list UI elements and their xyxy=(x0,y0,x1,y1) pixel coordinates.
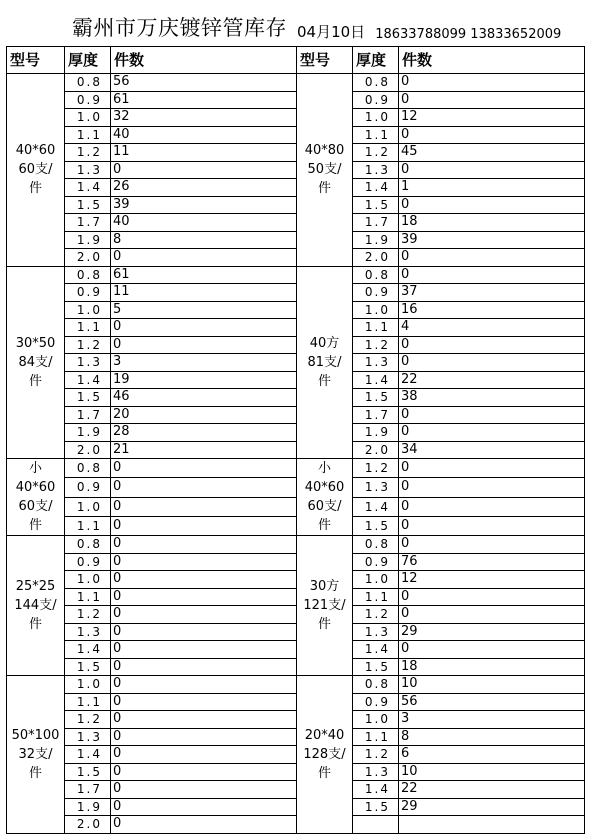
thickness-cell: 1.2 xyxy=(65,336,111,354)
thickness-cell: 1.5 xyxy=(353,389,399,407)
thickness-cell: 0.9 xyxy=(65,284,111,302)
quantity-cell: 32 xyxy=(111,109,297,127)
quantity-cell: 28 xyxy=(111,424,297,442)
quantity-cell: 0 xyxy=(111,781,297,799)
quantity-cell: 0 xyxy=(399,406,585,424)
table-row xyxy=(7,371,585,389)
quantity-cell: 0 xyxy=(111,658,297,676)
thickness-cell: 1.1 xyxy=(353,126,399,144)
table-row xyxy=(7,623,585,641)
quantity-cell: 0 xyxy=(399,161,585,179)
quantity-cell: 0 xyxy=(399,641,585,659)
model-label-line: 件 xyxy=(317,373,331,389)
quantity-cell: 29 xyxy=(399,798,585,816)
quantity-cell: 34 xyxy=(399,441,585,459)
thickness-cell: 1.7 xyxy=(65,214,111,232)
quantity-cell: 0 xyxy=(111,553,297,571)
table-row xyxy=(7,249,585,267)
thickness-cell: 0.8 xyxy=(353,536,399,554)
quantity-cell: 26 xyxy=(111,179,297,197)
table-row xyxy=(7,478,585,497)
quantity-cell: 19 xyxy=(111,371,297,389)
model-label-line: 件 xyxy=(28,518,42,533)
thickness-cell: 1.4 xyxy=(65,746,111,764)
thickness-cell: 2.0 xyxy=(353,441,399,459)
quantity-cell: 1 xyxy=(399,179,585,197)
column-header-thickness: 厚度 xyxy=(353,47,399,74)
quantity-cell: 0 xyxy=(111,319,297,337)
quantity-cell: 0 xyxy=(399,459,585,478)
model-label-line: 25*25 xyxy=(15,579,56,594)
thickness-cell: 1.4 xyxy=(353,781,399,799)
column-header-quantity: 件数 xyxy=(399,47,585,74)
column-header-thickness: 厚度 xyxy=(65,47,111,74)
thickness-cell: 0.9 xyxy=(353,284,399,302)
table-row xyxy=(7,441,585,459)
quantity-cell: 22 xyxy=(399,371,585,389)
quantity-cell: 29 xyxy=(399,623,585,641)
thickness-cell: 1.3 xyxy=(353,478,399,497)
quantity-cell: 0 xyxy=(111,161,297,179)
quantity-cell: 8 xyxy=(399,728,585,746)
quantity-cell: 0 xyxy=(399,336,585,354)
thickness-cell: 1.0 xyxy=(353,711,399,729)
table-row xyxy=(7,109,585,127)
table-row xyxy=(7,746,585,764)
quantity-cell: 0 xyxy=(399,196,585,214)
quantity-cell xyxy=(399,816,585,834)
table-row xyxy=(7,214,585,232)
model-cell xyxy=(297,676,353,834)
thickness-cell: 1.5 xyxy=(353,196,399,214)
quantity-cell: 0 xyxy=(399,424,585,442)
thickness-cell: 1.2 xyxy=(353,459,399,478)
quantity-cell: 21 xyxy=(111,441,297,459)
quantity-cell: 0 xyxy=(399,588,585,606)
thickness-cell: 1.3 xyxy=(353,763,399,781)
thickness-cell: 0.8 xyxy=(65,74,111,92)
table-row xyxy=(7,91,585,109)
table-row xyxy=(7,676,585,694)
quantity-cell: 0 xyxy=(111,516,297,535)
thickness-cell: 1.4 xyxy=(65,179,111,197)
thickness-cell: 1.0 xyxy=(65,676,111,694)
model-label-line: 件 xyxy=(317,181,331,197)
quantity-cell: 11 xyxy=(111,144,297,162)
table-row xyxy=(7,728,585,746)
model-cell xyxy=(7,536,65,676)
quantity-cell: 0 xyxy=(399,516,585,535)
table-row xyxy=(7,284,585,302)
quantity-cell: 18 xyxy=(399,658,585,676)
thickness-cell: 1.1 xyxy=(65,126,111,144)
table-row xyxy=(7,781,585,799)
quantity-cell: 56 xyxy=(111,74,297,92)
model-label-line: 60支/ xyxy=(18,162,53,178)
model-label-line: 件 xyxy=(317,765,331,781)
contact-phones: 18633788099 13833652009 xyxy=(375,27,562,42)
thickness-cell: 1.0 xyxy=(353,571,399,589)
column-header-row xyxy=(7,47,585,74)
model-cell xyxy=(297,74,353,267)
quantity-cell: 6 xyxy=(399,746,585,764)
thickness-cell: 1.2 xyxy=(65,144,111,162)
table-row xyxy=(7,301,585,319)
thickness-cell: 1.7 xyxy=(65,406,111,424)
quantity-cell: 0 xyxy=(111,746,297,764)
thickness-cell: 1.1 xyxy=(353,319,399,337)
model-label-line: 32支/ xyxy=(18,746,53,762)
model-cell xyxy=(297,459,353,536)
quantity-cell: 16 xyxy=(399,301,585,319)
column-header-quantity: 件数 xyxy=(111,47,297,74)
thickness-cell: 1.0 xyxy=(65,301,111,319)
model-label-line: 30*50 xyxy=(15,335,56,351)
model-cell xyxy=(7,266,65,459)
model-label-line: 84支/ xyxy=(18,354,53,370)
thickness-cell: 1.0 xyxy=(65,497,111,516)
thickness-cell: 1.9 xyxy=(65,798,111,816)
table-row xyxy=(7,389,585,407)
model-label-line: 件 xyxy=(317,518,331,533)
thickness-cell: 0.9 xyxy=(65,553,111,571)
model-label-line: 40方 xyxy=(309,335,340,351)
model-label-line: 件 xyxy=(28,373,42,389)
thickness-cell: 1.4 xyxy=(353,179,399,197)
table-row xyxy=(7,693,585,711)
thickness-cell: 0.9 xyxy=(65,91,111,109)
thickness-cell: 1.1 xyxy=(65,516,111,535)
column-header-model: 型号 xyxy=(7,47,65,74)
thickness-cell: 1.3 xyxy=(65,623,111,641)
model-label-line: 小 xyxy=(28,461,42,476)
thickness-cell: 2.0 xyxy=(65,816,111,834)
model-label-line: 144支/ xyxy=(14,598,57,613)
table-row xyxy=(7,74,585,92)
quantity-cell: 76 xyxy=(399,553,585,571)
quantity-cell: 10 xyxy=(399,763,585,781)
table-row xyxy=(7,553,585,571)
thickness-cell: 1.7 xyxy=(65,781,111,799)
quantity-cell: 46 xyxy=(111,389,297,407)
thickness-cell: 1.3 xyxy=(65,728,111,746)
quantity-cell: 3 xyxy=(399,711,585,729)
model-label-line: 件 xyxy=(28,181,42,197)
model-label-line: 30方 xyxy=(309,579,340,594)
thickness-cell: 1.3 xyxy=(353,354,399,372)
table-row xyxy=(7,179,585,197)
model-cell xyxy=(7,676,65,834)
quantity-cell: 0 xyxy=(111,588,297,606)
quantity-cell: 0 xyxy=(111,798,297,816)
model-label-line: 件 xyxy=(28,765,42,781)
quantity-cell: 38 xyxy=(399,389,585,407)
quantity-cell: 0 xyxy=(399,126,585,144)
quantity-cell: 5 xyxy=(111,301,297,319)
quantity-cell: 4 xyxy=(399,319,585,337)
table-row xyxy=(7,406,585,424)
table-row xyxy=(7,536,585,554)
model-label-line: 40*60 xyxy=(304,480,345,495)
quantity-cell: 0 xyxy=(111,606,297,624)
thickness-cell: 1.4 xyxy=(353,497,399,516)
quantity-cell: 0 xyxy=(399,266,585,284)
thickness-cell: 1.1 xyxy=(65,588,111,606)
thickness-cell: 0.9 xyxy=(65,478,111,497)
sheet-date: 04月10日 xyxy=(297,23,366,41)
quantity-cell: 61 xyxy=(111,266,297,284)
table-row xyxy=(7,196,585,214)
thickness-cell: 1.7 xyxy=(353,406,399,424)
thickness-cell: 1.2 xyxy=(353,144,399,162)
quantity-cell: 40 xyxy=(111,214,297,232)
thickness-cell: 1.2 xyxy=(353,746,399,764)
thickness-cell: 1.9 xyxy=(65,231,111,249)
model-label-line: 件 xyxy=(28,617,42,632)
quantity-cell: 12 xyxy=(399,109,585,127)
thickness-cell: 1.3 xyxy=(65,161,111,179)
thickness-cell: 1.2 xyxy=(353,336,399,354)
quantity-cell: 61 xyxy=(111,91,297,109)
table-row xyxy=(7,161,585,179)
quantity-cell: 45 xyxy=(399,144,585,162)
thickness-cell: 1.1 xyxy=(353,728,399,746)
thickness-cell: 1.5 xyxy=(353,658,399,676)
thickness-cell: 1.0 xyxy=(65,109,111,127)
model-label-line: 60支/ xyxy=(18,499,53,514)
thickness-cell: 1.1 xyxy=(65,693,111,711)
thickness-cell xyxy=(353,816,399,834)
table-row xyxy=(7,144,585,162)
table-row xyxy=(7,711,585,729)
thickness-cell: 0.8 xyxy=(353,74,399,92)
thickness-cell: 1.3 xyxy=(65,354,111,372)
model-cell xyxy=(297,536,353,676)
model-cell xyxy=(7,459,65,536)
model-label-line: 50支/ xyxy=(307,162,342,178)
thickness-cell: 1.5 xyxy=(65,196,111,214)
thickness-cell: 1.9 xyxy=(353,231,399,249)
quantity-cell: 40 xyxy=(111,126,297,144)
table-row xyxy=(7,816,585,834)
quantity-cell: 39 xyxy=(399,231,585,249)
model-label-line: 20*40 xyxy=(304,727,345,743)
thickness-cell: 0.9 xyxy=(353,91,399,109)
thickness-cell: 0.8 xyxy=(353,676,399,694)
thickness-cell: 1.0 xyxy=(65,571,111,589)
table-row xyxy=(7,424,585,442)
thickness-cell: 1.2 xyxy=(65,606,111,624)
column-header-model: 型号 xyxy=(297,47,353,74)
thickness-cell: 0.8 xyxy=(353,266,399,284)
model-label-line: 60支/ xyxy=(307,499,342,514)
quantity-cell: 39 xyxy=(111,196,297,214)
quantity-cell: 0 xyxy=(111,497,297,516)
thickness-cell: 2.0 xyxy=(353,249,399,267)
quantity-cell: 11 xyxy=(111,284,297,302)
thickness-cell: 1.3 xyxy=(353,623,399,641)
thickness-cell: 1.4 xyxy=(353,371,399,389)
thickness-cell: 2.0 xyxy=(65,441,111,459)
thickness-cell: 0.9 xyxy=(353,693,399,711)
table-row xyxy=(7,126,585,144)
table-row xyxy=(7,497,585,516)
model-label-line: 40*60 xyxy=(15,480,56,495)
quantity-cell: 0 xyxy=(111,728,297,746)
thickness-cell: 1.2 xyxy=(65,711,111,729)
table-row xyxy=(7,354,585,372)
thickness-cell: 1.4 xyxy=(65,371,111,389)
thickness-cell: 2.0 xyxy=(65,249,111,267)
thickness-cell: 0.8 xyxy=(65,459,111,478)
thickness-cell: 1.4 xyxy=(353,641,399,659)
quantity-cell: 3 xyxy=(111,354,297,372)
quantity-cell: 0 xyxy=(111,676,297,694)
quantity-cell: 0 xyxy=(111,641,297,659)
quantity-cell: 20 xyxy=(111,406,297,424)
quantity-cell: 0 xyxy=(399,74,585,92)
thickness-cell: 1.5 xyxy=(353,798,399,816)
thickness-cell: 1.3 xyxy=(353,161,399,179)
quantity-cell: 0 xyxy=(111,536,297,554)
thickness-cell: 0.8 xyxy=(65,536,111,554)
thickness-cell: 1.5 xyxy=(65,658,111,676)
model-label-line: 件 xyxy=(317,617,331,632)
quantity-cell: 0 xyxy=(111,711,297,729)
quantity-cell: 0 xyxy=(399,354,585,372)
quantity-cell: 0 xyxy=(111,336,297,354)
thickness-cell: 1.4 xyxy=(65,641,111,659)
table-row xyxy=(7,798,585,816)
quantity-cell: 56 xyxy=(399,693,585,711)
quantity-cell: 18 xyxy=(399,214,585,232)
quantity-cell: 0 xyxy=(111,693,297,711)
thickness-cell: 0.8 xyxy=(65,266,111,284)
quantity-cell: 8 xyxy=(111,231,297,249)
quantity-cell: 0 xyxy=(399,91,585,109)
quantity-cell: 37 xyxy=(399,284,585,302)
table-row xyxy=(7,606,585,624)
thickness-cell: 1.0 xyxy=(353,109,399,127)
quantity-cell: 0 xyxy=(111,763,297,781)
thickness-cell: 1.1 xyxy=(65,319,111,337)
table-row xyxy=(7,641,585,659)
quantity-cell: 0 xyxy=(111,459,297,478)
model-label-line: 40*60 xyxy=(15,143,56,159)
quantity-cell: 0 xyxy=(399,536,585,554)
quantity-cell: 10 xyxy=(399,676,585,694)
model-label-line: 小 xyxy=(317,461,331,476)
quantity-cell: 0 xyxy=(111,816,297,834)
model-label-line: 40*80 xyxy=(304,143,345,159)
table-row xyxy=(7,658,585,676)
thickness-cell: 1.0 xyxy=(353,301,399,319)
inventory-table xyxy=(6,46,585,834)
thickness-cell: 1.7 xyxy=(353,214,399,232)
thickness-cell: 1.9 xyxy=(65,424,111,442)
quantity-cell: 0 xyxy=(399,606,585,624)
quantity-cell: 0 xyxy=(111,249,297,267)
model-cell xyxy=(7,74,65,267)
sheet-header xyxy=(6,12,586,42)
quantity-cell: 22 xyxy=(399,781,585,799)
thickness-cell: 1.5 xyxy=(65,389,111,407)
table-row xyxy=(7,231,585,249)
sheet-title: 霸州市万庆镀锌管库存 xyxy=(72,16,287,40)
thickness-cell: 1.2 xyxy=(353,606,399,624)
thickness-cell: 1.5 xyxy=(65,763,111,781)
table-row xyxy=(7,319,585,337)
table-row xyxy=(7,516,585,535)
quantity-cell: 0 xyxy=(399,497,585,516)
quantity-cell: 0 xyxy=(111,478,297,497)
quantity-cell: 12 xyxy=(399,571,585,589)
thickness-cell: 1.1 xyxy=(353,588,399,606)
quantity-cell: 0 xyxy=(111,571,297,589)
table-row xyxy=(7,266,585,284)
model-label-line: 128支/ xyxy=(303,746,346,762)
table-row xyxy=(7,336,585,354)
quantity-cell: 0 xyxy=(399,478,585,497)
table-row xyxy=(7,571,585,589)
thickness-cell: 1.9 xyxy=(353,424,399,442)
table-row xyxy=(7,763,585,781)
model-label-line: 121支/ xyxy=(303,598,346,613)
thickness-cell: 0.9 xyxy=(353,553,399,571)
model-label-line: 50*100 xyxy=(11,727,60,743)
table-row xyxy=(7,459,585,478)
model-cell xyxy=(297,266,353,459)
quantity-cell: 0 xyxy=(111,623,297,641)
table-row xyxy=(7,588,585,606)
model-label-line: 81支/ xyxy=(307,354,342,370)
thickness-cell: 1.5 xyxy=(353,516,399,535)
quantity-cell: 0 xyxy=(399,249,585,267)
